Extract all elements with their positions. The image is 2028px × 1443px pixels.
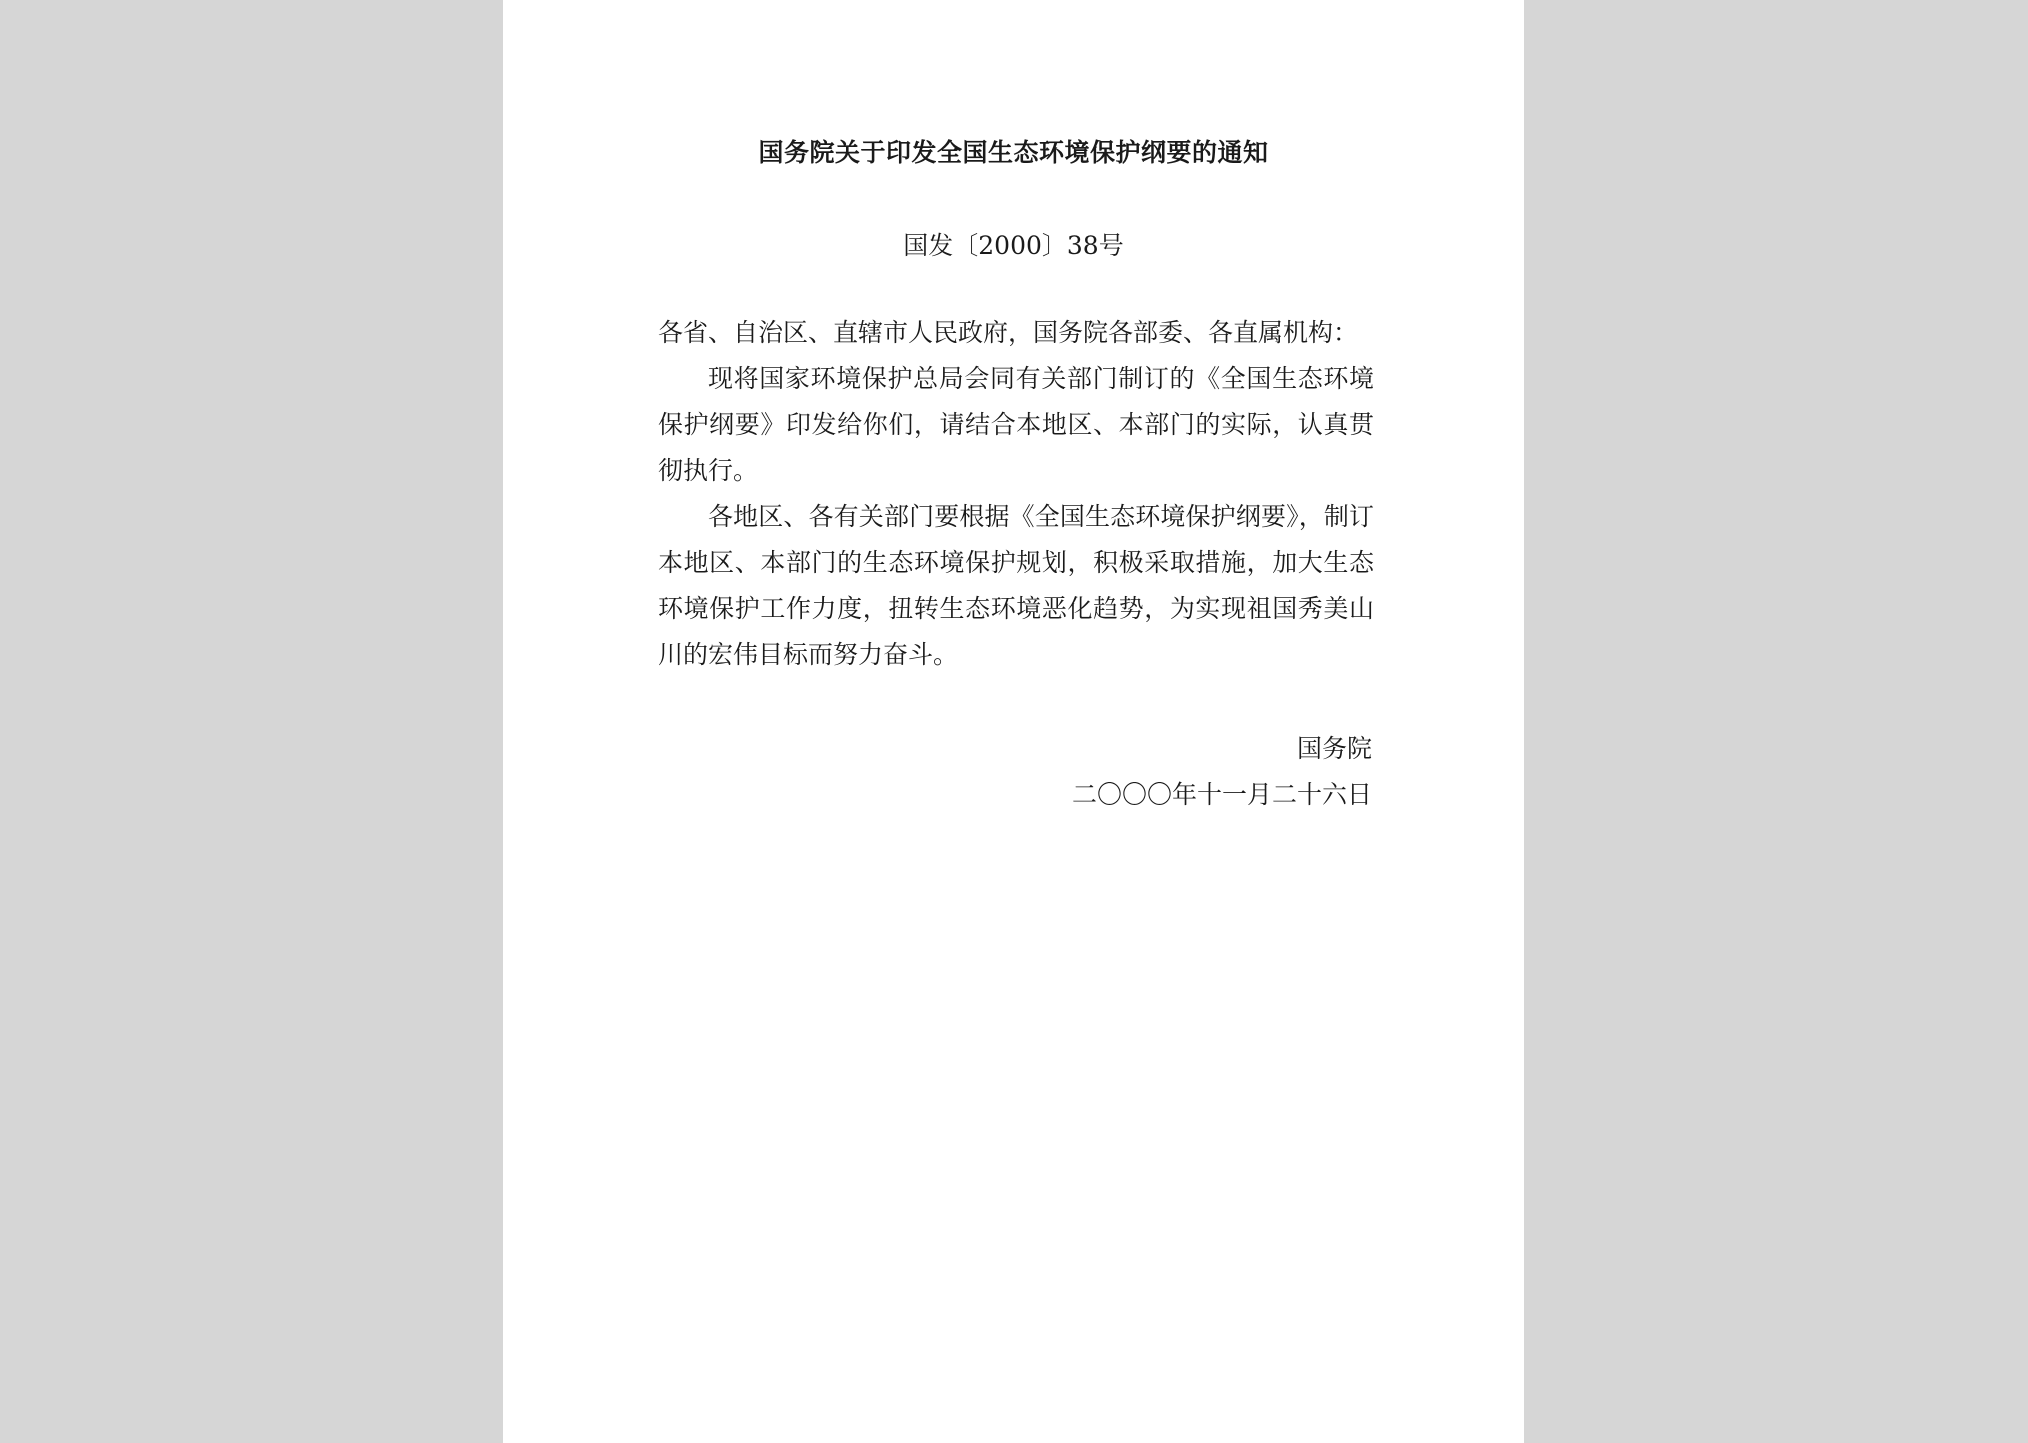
issue-date: 二〇〇〇年十一月二十六日 xyxy=(1071,780,1372,809)
document-number: 国发〔2000〕38号 xyxy=(903,231,1124,260)
signatory: 国务院 xyxy=(1296,734,1372,763)
document-body xyxy=(658,310,1374,678)
document-title: 国务院关于印发全国生态环境保护纲要的通知 xyxy=(758,138,1269,167)
document-page xyxy=(503,0,1524,1443)
addressee: 各省、自治区、直辖市人民政府，国务院各部委、各直属机构： xyxy=(658,318,1359,347)
paragraph-2: 各地区、各有关部门要根据《全国生态环境保护纲要》，制订本地区、本部门的生态环境保护规划，积极采取措施，加大生态环境保护工作力度，扭转生态环境恶化趋势，为实现祖国秀美山川的宏伟目标而努力奋斗。 xyxy=(658,502,1374,669)
paragraph-1: 现将国家环境保护总局会同有关部门制订的《全国生态环境保护纲要》印发给你们，请结合本地区、本部门的实际，认真贯彻执行。 xyxy=(658,364,1374,485)
